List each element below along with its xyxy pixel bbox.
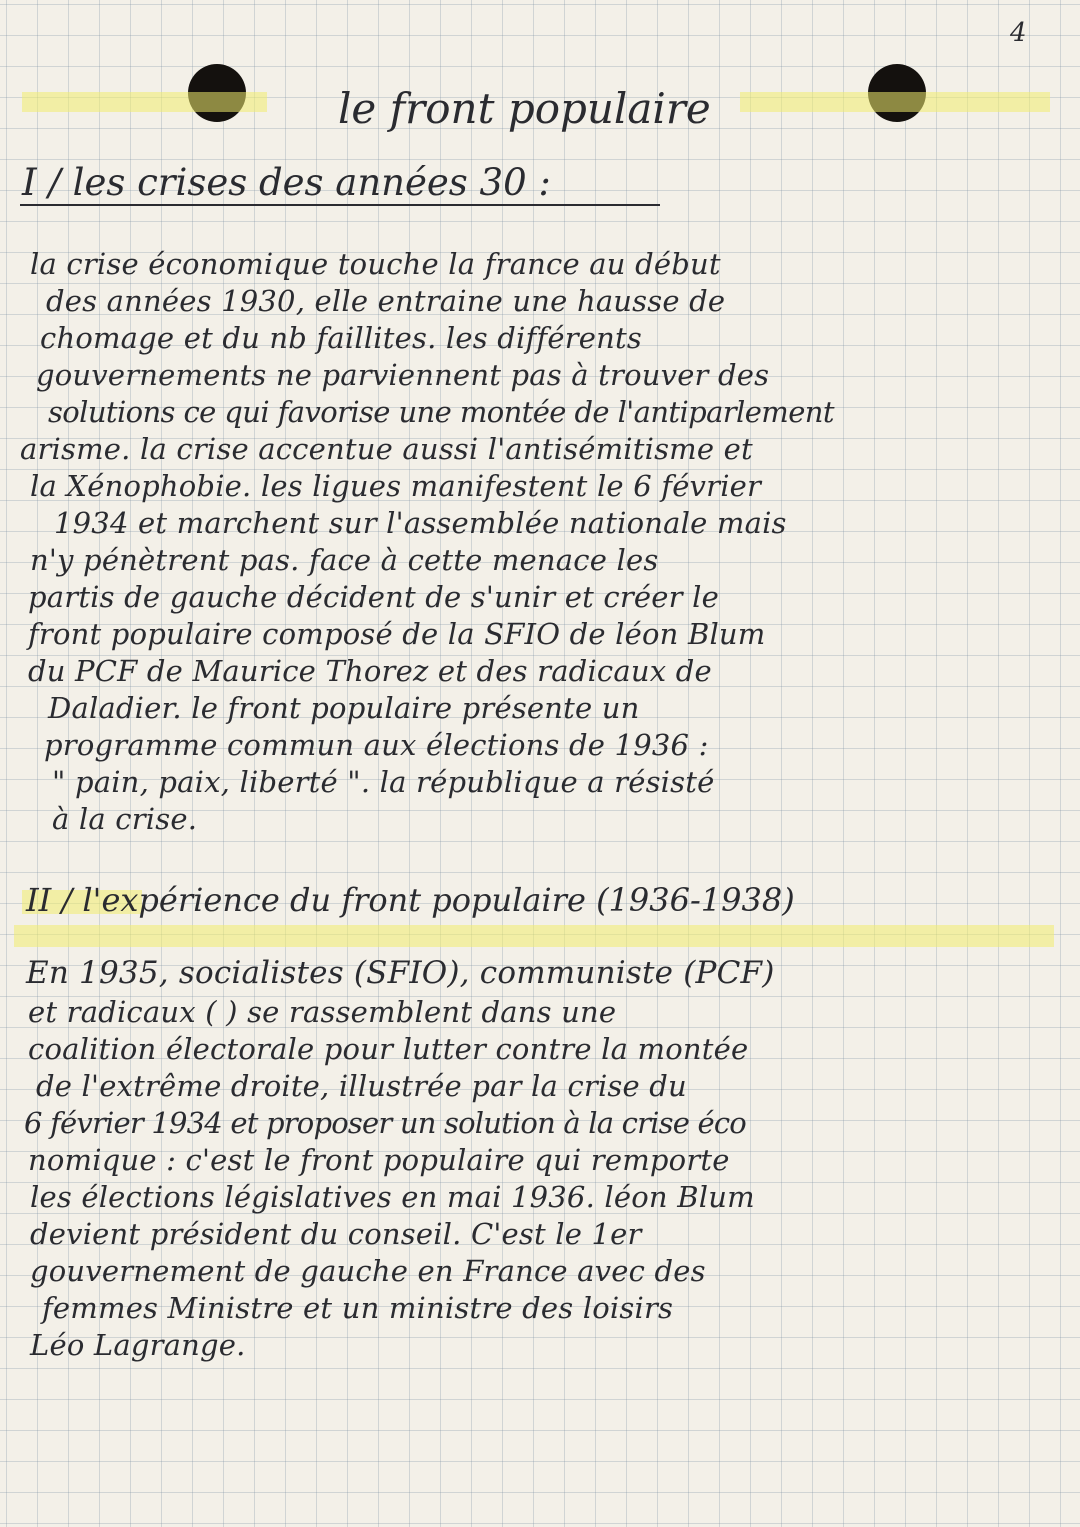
section1-line: gouvernements ne parviennent pas à trouver des bbox=[36, 358, 770, 392]
section2-highlight bbox=[14, 925, 1054, 947]
section1-heading: I / les crises des années 30 : bbox=[22, 161, 551, 204]
section1-line: Daladier. le front populaire présente un bbox=[48, 691, 640, 725]
section1-line: front populaire composé de la SFIO de léon Blum bbox=[28, 617, 766, 651]
section1-line: 1934 et marchent sur l'assemblée nationale mais bbox=[54, 506, 787, 540]
section1-line: n'y pénètrent pas. face à cette menace les bbox=[30, 543, 659, 577]
section2-heading: II / l'expérience du front populaire (1936-1938) bbox=[26, 881, 795, 919]
section1-line: solutions ce qui favorise une montée de l'antiparlement bbox=[48, 395, 834, 429]
section1-line: chomage et du nb faillites. les différents bbox=[40, 321, 642, 355]
section2-line: coalition électorale pour lutter contre la montée bbox=[28, 1032, 749, 1066]
section2-line: gouvernement de gauche en France avec des bbox=[30, 1254, 706, 1288]
section1-line: programme commun aux élections de 1936 : bbox=[44, 728, 709, 762]
title-highlight-right bbox=[740, 92, 1050, 112]
section2-line: 6 février 1934 et proposer un solution à la crise éco bbox=[24, 1106, 746, 1140]
section1-line: des années 1930, elle entraine une hausse de bbox=[46, 284, 726, 318]
section2-line: de l'extrême droite, illustrée par la crise du bbox=[36, 1069, 687, 1103]
section1-line: à la crise. bbox=[52, 802, 198, 836]
section1-line: la Xénophobie. les ligues manifestent le 6 février bbox=[30, 469, 762, 503]
section2-line: Léo Lagrange. bbox=[30, 1328, 246, 1362]
section1-line: partis de gauche décident de s'unir et créer le bbox=[28, 580, 719, 614]
section2-line: En 1935, socialistes (SFIO), communiste (PCF) bbox=[26, 955, 775, 991]
section1-heading-underline bbox=[20, 204, 660, 206]
section2-line: nomique : c'est le front populaire qui remporte bbox=[28, 1143, 730, 1177]
section2-line: les élections législatives en mai 1936. léon Blum bbox=[30, 1180, 755, 1214]
section2-line: femmes Ministre et un ministre des loisirs bbox=[42, 1291, 674, 1325]
section1-line: arisme. la crise accentue aussi l'antisémitisme et bbox=[20, 432, 753, 466]
section2-line: devient président du conseil. C'est le 1er bbox=[30, 1217, 642, 1251]
title-highlight-left bbox=[22, 92, 267, 112]
page-title: le front populaire bbox=[338, 84, 711, 133]
section2-line: et radicaux ( ) se rassemblent dans une bbox=[28, 995, 617, 1029]
section1-line: " pain, paix, liberté ". la république a résisté bbox=[52, 765, 715, 799]
section1-line: la crise économique touche la france au début bbox=[30, 247, 721, 281]
section1-line: du PCF de Maurice Thorez et des radicaux de bbox=[28, 654, 712, 688]
page-number: 4 bbox=[1010, 18, 1027, 48]
